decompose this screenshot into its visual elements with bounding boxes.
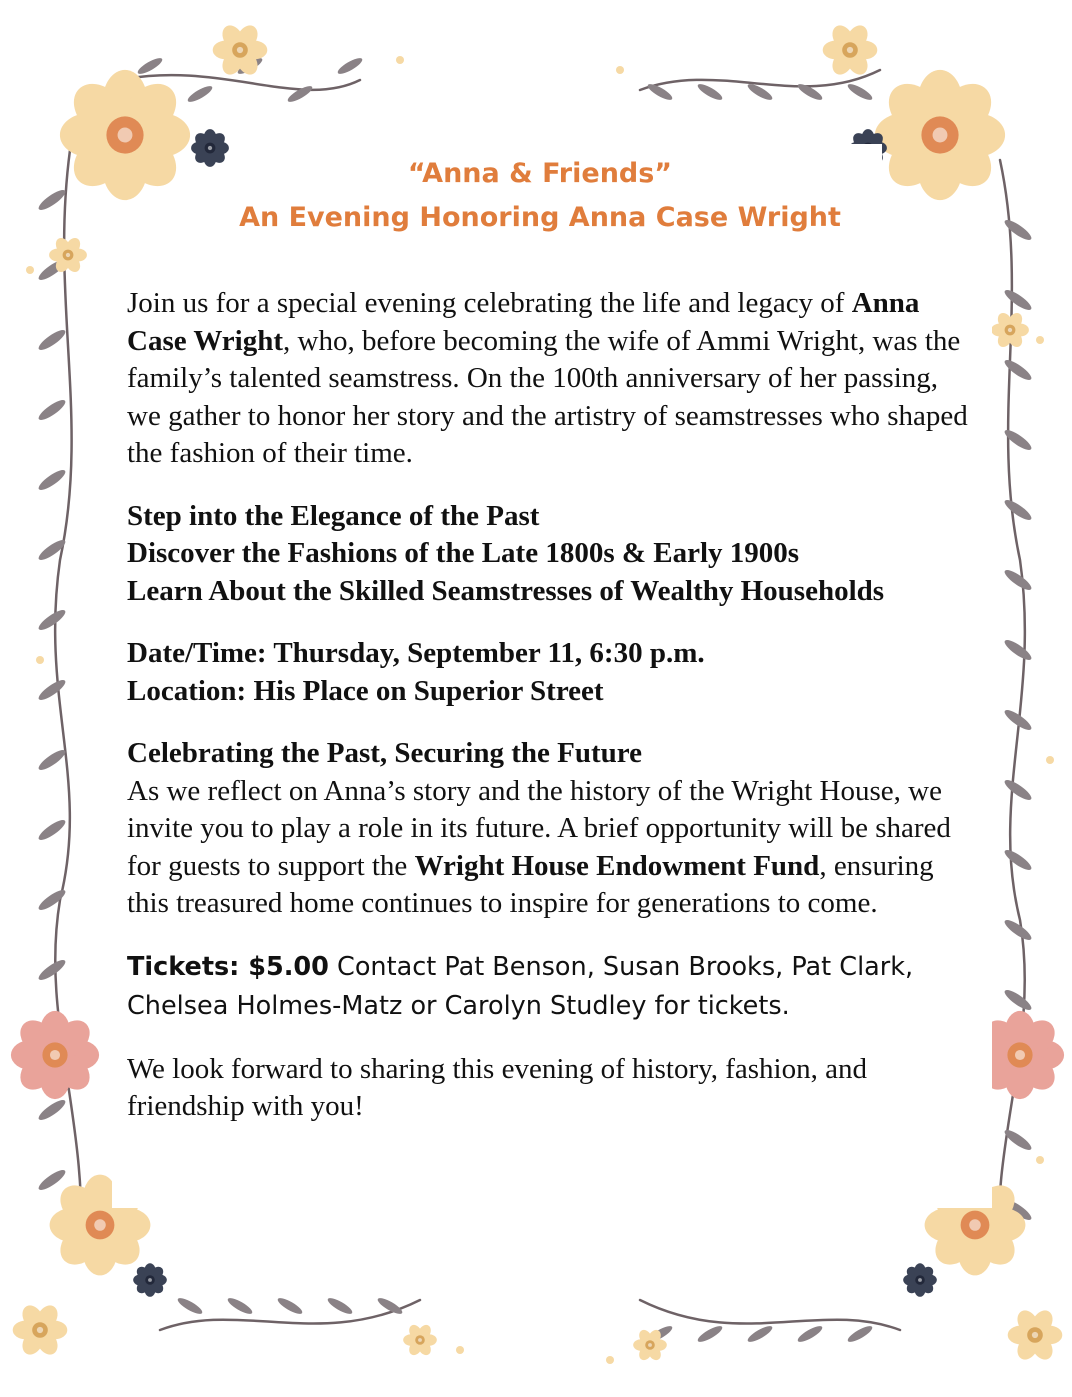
leaf-icon: [846, 81, 874, 102]
honoree-name: Anna Case Wright: [127, 287, 920, 357]
leaf-icon: [1002, 917, 1034, 943]
berry-icon: [1036, 1156, 1044, 1164]
leaf-icon: [36, 817, 68, 843]
leaf-icon: [36, 467, 68, 493]
closing-paragraph: We look forward to sharing this evening of history, fashion, and friendship with you!: [127, 1052, 867, 1122]
berry-icon: [1036, 336, 1044, 344]
highlights-list: [127, 498, 977, 611]
event-details: [127, 635, 977, 710]
leaf-icon: [1002, 357, 1034, 383]
event-title: [200, 152, 880, 240]
leaf-icon: [36, 677, 68, 703]
flower-icon: [1008, 1307, 1063, 1364]
flower-icon: [903, 1263, 937, 1297]
invitation-body: [127, 285, 977, 1126]
leaf-icon: [36, 957, 68, 983]
ticket-price: Tickets: $5.00: [127, 951, 329, 982]
leaf-icon: [36, 187, 68, 213]
leaf-icon: [1002, 217, 1034, 243]
endowment-text-1: As we reflect on Anna’s story and the history of the Wright House, we invite you to play a role in its future. A brief opportunity will be shared for guests to support the: [127, 774, 951, 882]
leaf-icon: [36, 1097, 68, 1123]
leaf-icon: [36, 747, 68, 773]
flower-icon: [875, 70, 1005, 200]
ticket-contacts: Contact Pat Benson, Susan Brooks, Pat Clark, Chelsea Holmes-Matz or Carolyn Studley for tickets.: [127, 951, 914, 1021]
title-line-2: An Evening Honoring Anna Case Wright: [239, 202, 841, 233]
berry-icon: [36, 656, 44, 664]
berry-icon: [1046, 756, 1054, 764]
leaf-icon: [136, 55, 164, 76]
leaf-icon: [746, 1323, 774, 1344]
endowment-heading: Celebrating the Past, Securing the Future: [127, 737, 642, 769]
leaf-icon: [336, 55, 364, 76]
highlight-item: Discover the Fashions of the Late 1800s & Early 1900s: [127, 537, 800, 569]
endowment-fund-name: Wright House Endowment Fund: [414, 849, 820, 882]
leaf-icon: [696, 81, 724, 102]
leaf-icon: [176, 1295, 204, 1316]
tickets-paragraph: [127, 948, 977, 1026]
leaf-icon: [1002, 287, 1034, 313]
event-datetime: Date/Time: Thursday, September 11, 6:30 p.m.: [127, 637, 705, 669]
berry-icon: [396, 56, 404, 64]
leaf-icon: [796, 1323, 824, 1344]
flower-icon: [60, 70, 190, 200]
leaf-icon: [286, 83, 314, 104]
berry-icon: [26, 266, 34, 274]
berry-icon: [616, 66, 624, 74]
leaf-icon: [846, 1323, 874, 1344]
berry-icon: [456, 1346, 464, 1354]
endowment-paragraph: [127, 735, 977, 923]
event-location: Location: His Place on Superior Street: [127, 674, 604, 707]
highlight-item: Step into the Elegance of the Past: [127, 499, 540, 532]
leaf-icon: [276, 1295, 304, 1316]
flower-icon: [403, 1323, 437, 1358]
leaf-icon: [36, 397, 68, 423]
vine-icon: [640, 1300, 900, 1330]
flower-icon: [11, 1011, 99, 1099]
leaf-icon: [1002, 847, 1034, 873]
leaf-icon: [1002, 567, 1034, 593]
leaf-icon: [36, 607, 68, 633]
intro-text-2: , who, before becoming the wife of Ammi Wright, was the family’s talented seamstress. On the 100th anniversary of her passing, we gather to honor her story and the artistry of seamstresses who shaped the fashion of their time.: [127, 324, 968, 469]
leaf-icon: [36, 327, 68, 353]
flower-icon: [133, 1263, 167, 1297]
endowment-text-2: , ensuring this treasured home continues to inspire for generations to come.: [127, 849, 934, 919]
leaf-icon: [1002, 777, 1034, 803]
leaf-icon: [1002, 987, 1034, 1013]
leaf-icon: [226, 1295, 254, 1316]
intro-paragraph: [127, 285, 977, 473]
flower-icon: [823, 22, 878, 79]
leaf-icon: [1002, 637, 1034, 663]
leaf-icon: [36, 887, 68, 913]
intro-text-1: Join us for a special evening celebrating the life and legacy of: [127, 287, 852, 319]
leaf-icon: [186, 83, 214, 104]
leaf-icon: [696, 1323, 724, 1344]
leaf-icon: [1002, 497, 1034, 523]
leaf-icon: [36, 1167, 68, 1193]
flower-icon: [13, 1302, 68, 1359]
title-line-1: “Anna & Friends”: [407, 158, 673, 189]
leaf-icon: [326, 1295, 354, 1316]
berry-icon: [606, 1356, 614, 1364]
highlight-item: Learn About the Skilled Seamstresses of Wealthy Households: [127, 574, 885, 607]
leaf-icon: [1002, 427, 1034, 453]
